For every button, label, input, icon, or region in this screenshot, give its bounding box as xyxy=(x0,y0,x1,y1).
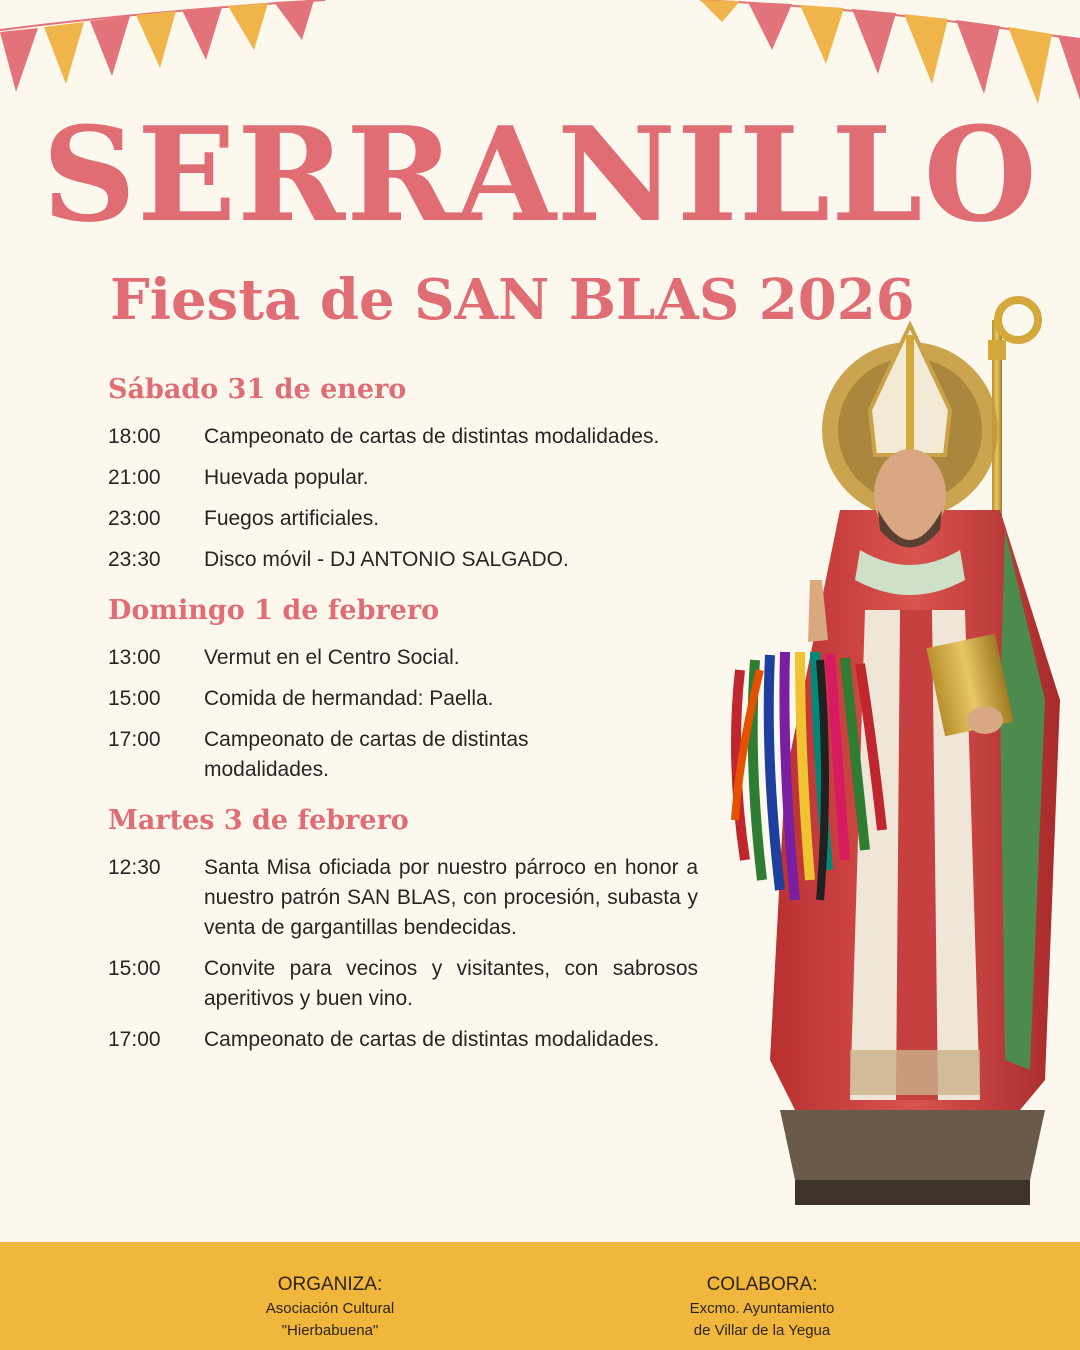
event-description: Comida de hermandad: Paella. xyxy=(204,687,494,710)
colabora-label: COLABORA: xyxy=(706,1274,818,1295)
event-description: Campeonato de cartas de distintas modalidades. xyxy=(204,425,660,448)
poster-title: SERRANILLO xyxy=(42,98,1038,251)
event-description: Campeonato de cartas de distintas modalidades. xyxy=(204,728,529,781)
event-row xyxy=(108,422,698,452)
event-time: 23:00 xyxy=(108,507,161,530)
event-description: Campeonato de cartas de distintas modalidades. xyxy=(204,1028,660,1051)
event-row xyxy=(108,504,698,534)
event-description: Huevada popular. xyxy=(204,466,369,489)
event-row xyxy=(108,463,698,493)
bunting-right-decoration xyxy=(700,0,1080,110)
colabora-line1: Excmo. Ayuntamiento xyxy=(689,1300,835,1317)
event-time: 21:00 xyxy=(108,466,161,489)
events-sunday xyxy=(108,643,698,785)
event-description: Convite para vecinos y visitantes, con sabrosos aperitivos y buen vino. xyxy=(204,957,698,1010)
event-time: 17:00 xyxy=(108,728,161,751)
event-description: Vermut en el Centro Social. xyxy=(204,646,460,669)
organiza-label: ORGANIZA: xyxy=(277,1274,383,1295)
bunting-left-decoration xyxy=(0,0,330,110)
day-heading-saturday: Sábado 31 de enero xyxy=(108,374,407,405)
day-heading-sunday: Domingo 1 de febrero xyxy=(108,595,440,626)
event-time: 17:00 xyxy=(108,1028,161,1051)
event-time: 15:00 xyxy=(108,687,161,710)
colabora-line2: de Villar de la Yegua xyxy=(693,1322,831,1339)
san-blas-statue-image xyxy=(700,280,1080,1240)
event-row xyxy=(108,643,698,673)
event-description: Fuegos artificiales. xyxy=(204,507,380,530)
event-time: 12:30 xyxy=(108,856,161,879)
event-row xyxy=(108,954,698,1014)
footer-organiza xyxy=(150,1272,510,1342)
poster-subtitle: Fiesta de SAN BLAS 2026 xyxy=(110,267,915,333)
events-saturday xyxy=(108,422,698,575)
organiza-line2: "Hierbabuena" xyxy=(281,1322,379,1339)
event-description: Santa Misa oficiada por nuestro párroco en honor a nuestro patrón SAN BLAS, con procesión, subasta y venta de gargantillas bendecidas. xyxy=(204,856,698,939)
footer-bar xyxy=(0,1242,1080,1350)
schedule xyxy=(108,370,698,1071)
organiza-line1: Asociación Cultural xyxy=(265,1300,395,1317)
footer-colabora xyxy=(582,1272,942,1342)
event-row xyxy=(108,1025,698,1055)
event-time: 13:00 xyxy=(108,646,161,669)
event-time: 23:30 xyxy=(108,548,161,571)
events-tuesday xyxy=(108,853,698,1055)
event-row xyxy=(108,545,698,575)
event-row xyxy=(108,725,698,785)
event-row xyxy=(108,684,698,714)
event-time: 15:00 xyxy=(108,957,161,980)
event-time: 18:00 xyxy=(108,425,161,448)
event-row xyxy=(108,853,698,943)
event-description: Disco móvil - DJ ANTONIO SALGADO. xyxy=(204,548,569,571)
day-heading-tuesday: Martes 3 de febrero xyxy=(108,805,409,836)
